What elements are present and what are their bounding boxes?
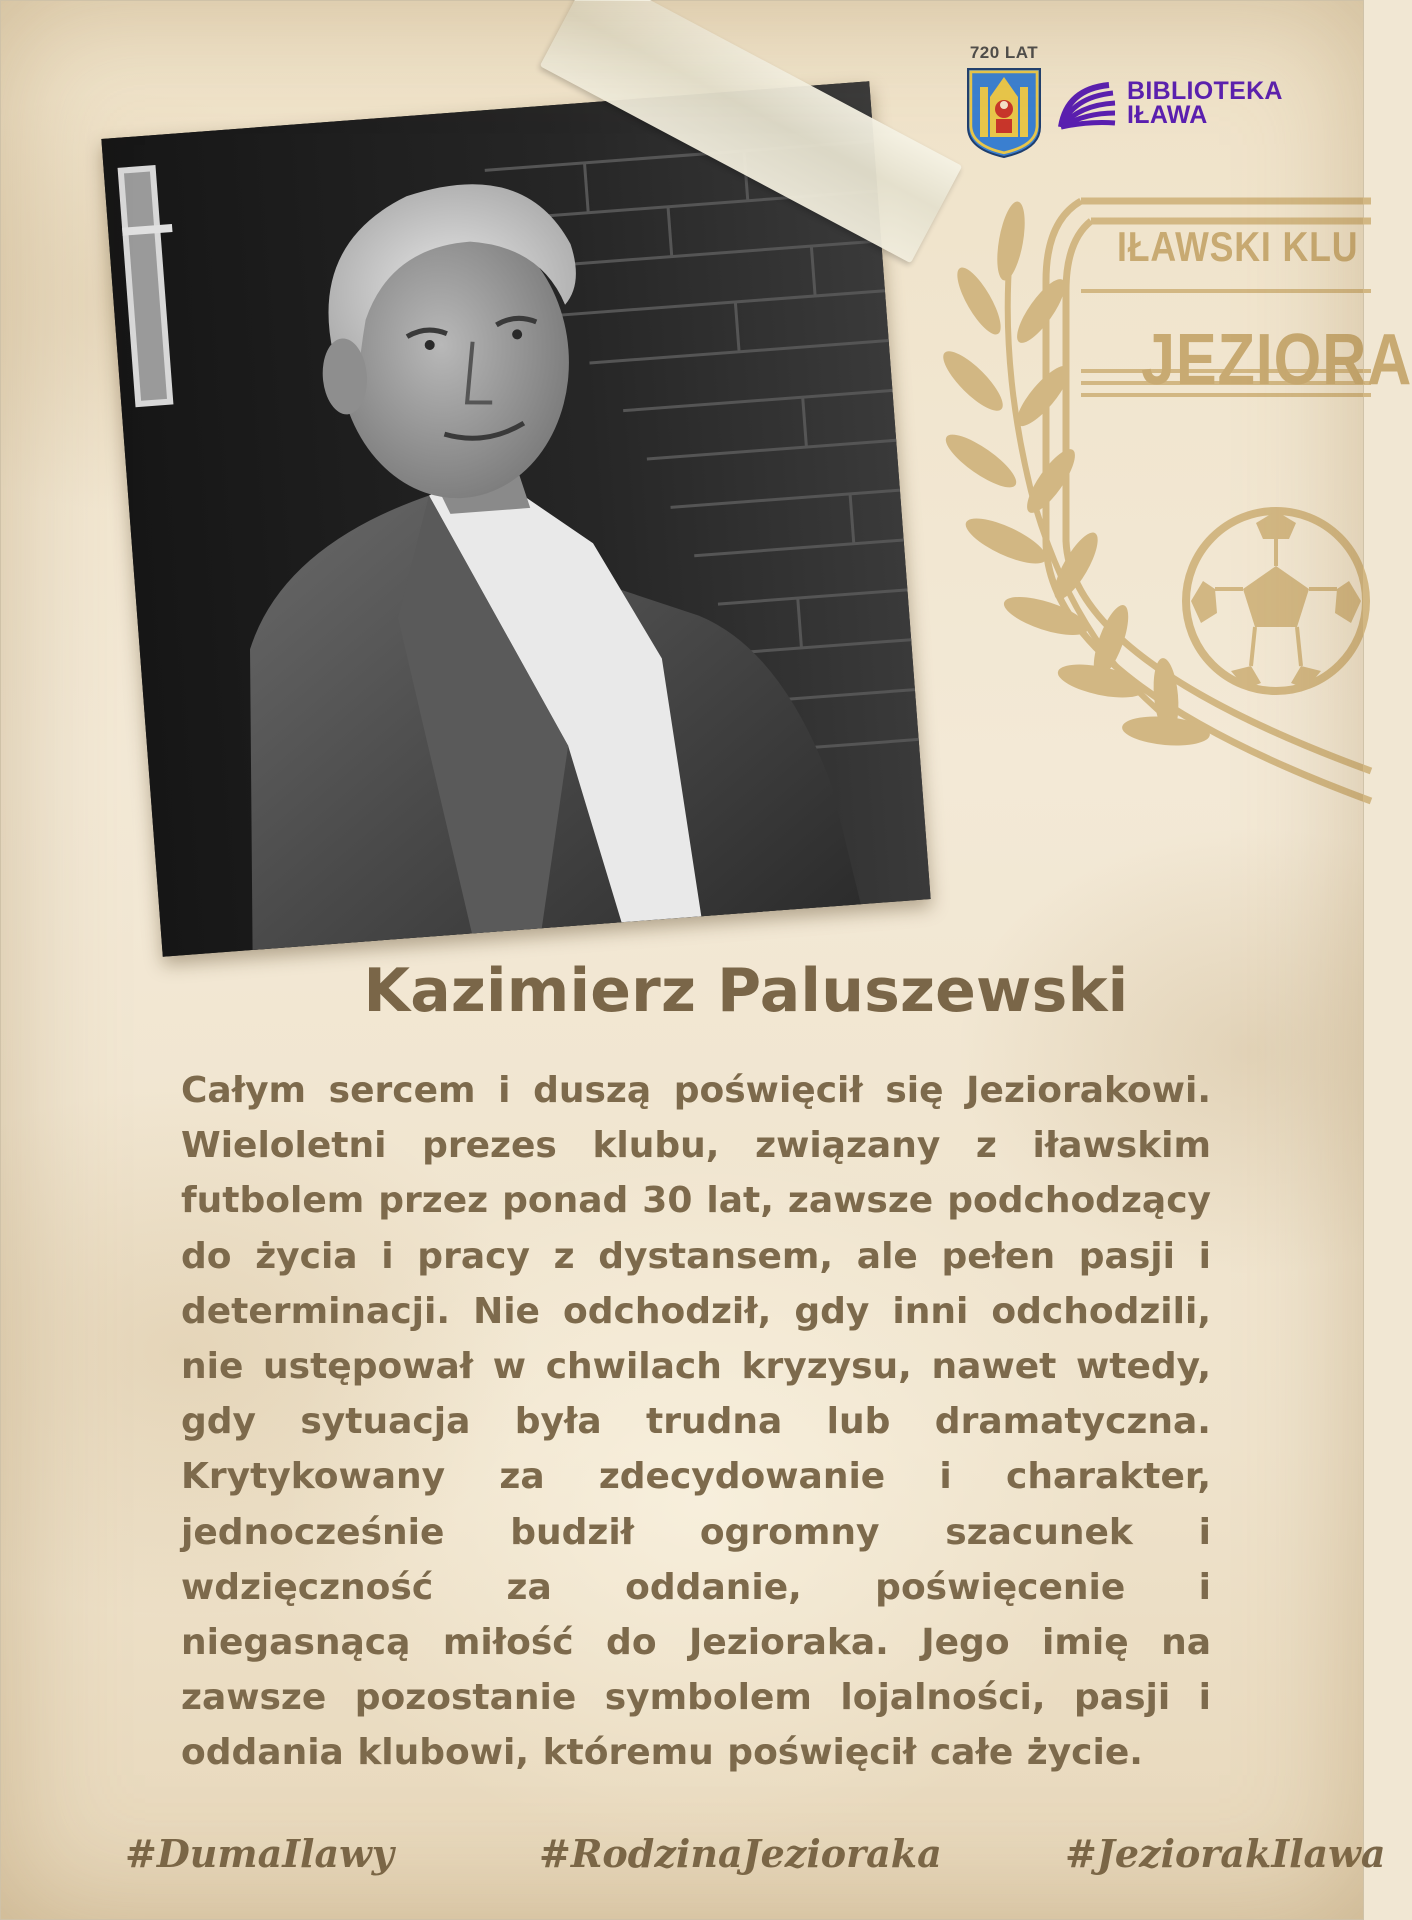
portrait-photo-icon (101, 81, 930, 956)
crest-top-text: IŁAWSKI KLU (1117, 223, 1359, 270)
book-pages-icon (1057, 81, 1117, 131)
library-line2: IŁAWA (1127, 101, 1208, 129)
library-line1: BIBLIOTEKA (1127, 77, 1283, 105)
crest-main-text: JEZIORA (1141, 320, 1412, 400)
portrait-photo (101, 81, 930, 956)
person-name: Kazimierz Paluszewski (363, 956, 1129, 1026)
library-logo (1057, 79, 1317, 139)
city-logo-label: 720 LAT (969, 43, 1039, 62)
city-logo (961, 43, 1047, 163)
city-coat-of-arms-icon (966, 67, 1042, 159)
bio-text: Całym sercem i duszą poświęcił się Jeziorakowi. Wieloletni prezes klubu, związany z iławskim futbolem przez ponad 30 lat, zawsze podchodzący do życia i pracy z dystansem, ale pełen pasji i determinacji. Nie odchodził, gdy inni odchodzili, nie ustępował w chwilach kryzysu, nawet wtedy, gdy sytuacja była trudna lub dramatyczna. Krytykowany za zdecydowanie i charakter, jednocześnie budził ogromny szacunek i wdzięczność za oddanie, poświęcenie i niegasnącą miłość do Jezioraka. Jego imię na zawsze pozostanie symbolem lojalności, pasji i oddania klubowi, któremu poświęcił całe życie. (181, 1070, 1211, 1774)
hashtags (1, 1831, 1386, 1891)
hashtag-duma-ilawy: #DumaIlawy (125, 1831, 394, 1876)
hashtag-rodzina-jezioraka: #RodzinaJezioraka (539, 1831, 942, 1876)
hashtag-jeziorak-ilawa: #JeziorakIlawa (1065, 1831, 1386, 1876)
library-logo-text (1127, 79, 1283, 127)
